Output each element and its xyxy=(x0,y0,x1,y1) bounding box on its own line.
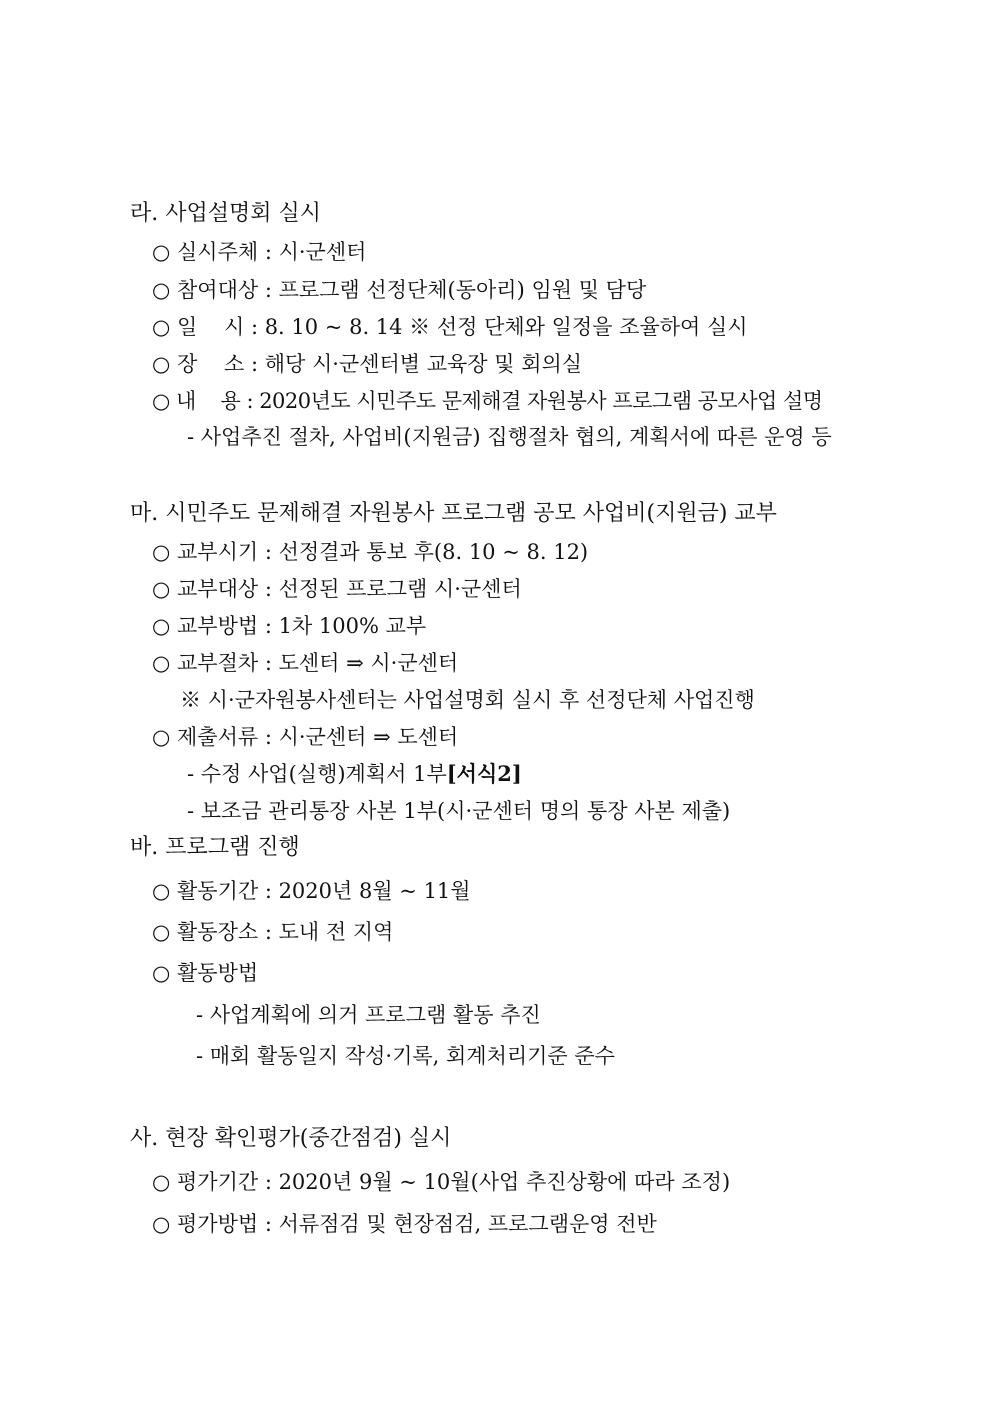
section-ra-item-5: ○ 내 용 : 2020년도 시민주도 문제해결 자원봉사 프로그램 공모사업 설명 xyxy=(152,389,823,413)
section-ba-sub-1: - 사업계획에 의거 프로그램 활동 추진 xyxy=(196,1003,541,1027)
section-ma-item-5: ○ 제출서류 : 시·군센터 ⇒ 도센터 xyxy=(152,725,459,749)
section-ma-sub-1-text: - 수정 사업(실행)계획서 1부 xyxy=(187,762,447,786)
section-ma-item-3: ○ 교부방법 : 1차 100% 교부 xyxy=(152,614,427,638)
form-reference: [서식2] xyxy=(446,761,522,786)
section-ra-item-3: ○ 일 시 : 8. 10 ~ 8. 14 ※ 선정 단체와 일정을 조율하여 실시 xyxy=(152,315,748,339)
section-ra-heading: 라. 사업설명회 실시 xyxy=(130,201,321,226)
section-ma-item-2: ○ 교부대상 : 선정된 프로그램 시·군센터 xyxy=(152,577,522,601)
section-ma-sub-1 xyxy=(187,759,522,789)
section-ba-item-2: ○ 활동장소 : 도내 전 지역 xyxy=(152,920,394,944)
section-ba-sub-2: - 매회 활동일지 작성·기록, 회계처리기준 준수 xyxy=(196,1044,615,1068)
section-ba-item-1: ○ 활동기간 : 2020년 8월 ~ 11월 xyxy=(152,879,471,903)
section-sa-item-2: ○ 평가방법 : 서류점검 및 현장점검, 프로그램운영 전반 xyxy=(152,1212,657,1236)
section-ra-item-1: ○ 실시주체 : 시·군센터 xyxy=(152,240,367,264)
section-ba-item-3: ○ 활동방법 xyxy=(152,961,259,985)
section-sa-heading: 사. 현장 확인평가(중간점검) 실시 xyxy=(130,1126,452,1151)
section-ma-heading: 마. 시민주도 문제해결 자원봉사 프로그램 공모 사업비(지원금) 교부 xyxy=(130,501,777,526)
section-ra-sub: - 사업추진 절차, 사업비(지원금) 집행절차 협의, 계획서에 따른 운영 등 xyxy=(187,425,832,449)
section-ma-sub-2: - 보조금 관리통장 사본 1부(시·군센터 명의 통장 사본 제출) xyxy=(187,799,731,823)
section-ma-item-4: ○ 교부절차 : 도센터 ⇒ 시·군센터 xyxy=(152,651,459,675)
section-ma-item-1: ○ 교부시기 : 선정결과 통보 후(8. 10 ~ 8. 12) xyxy=(152,540,589,564)
section-ra-item-2: ○ 참여대상 : 프로그램 선정단체(동아리) 임원 및 담당 xyxy=(152,278,647,302)
section-ba-heading: 바. 프로그램 진행 xyxy=(130,835,300,860)
section-ma-note: ※ 시·군자원봉사센터는 사업설명회 실시 후 선정단체 사업진행 xyxy=(180,688,755,712)
section-ra-item-4: ○ 장 소 : 해당 시·군센터별 교육장 및 회의실 xyxy=(152,352,583,376)
section-sa-item-1: ○ 평가기간 : 2020년 9월 ~ 10월(사업 추진상황에 따라 조정) xyxy=(152,1170,731,1194)
